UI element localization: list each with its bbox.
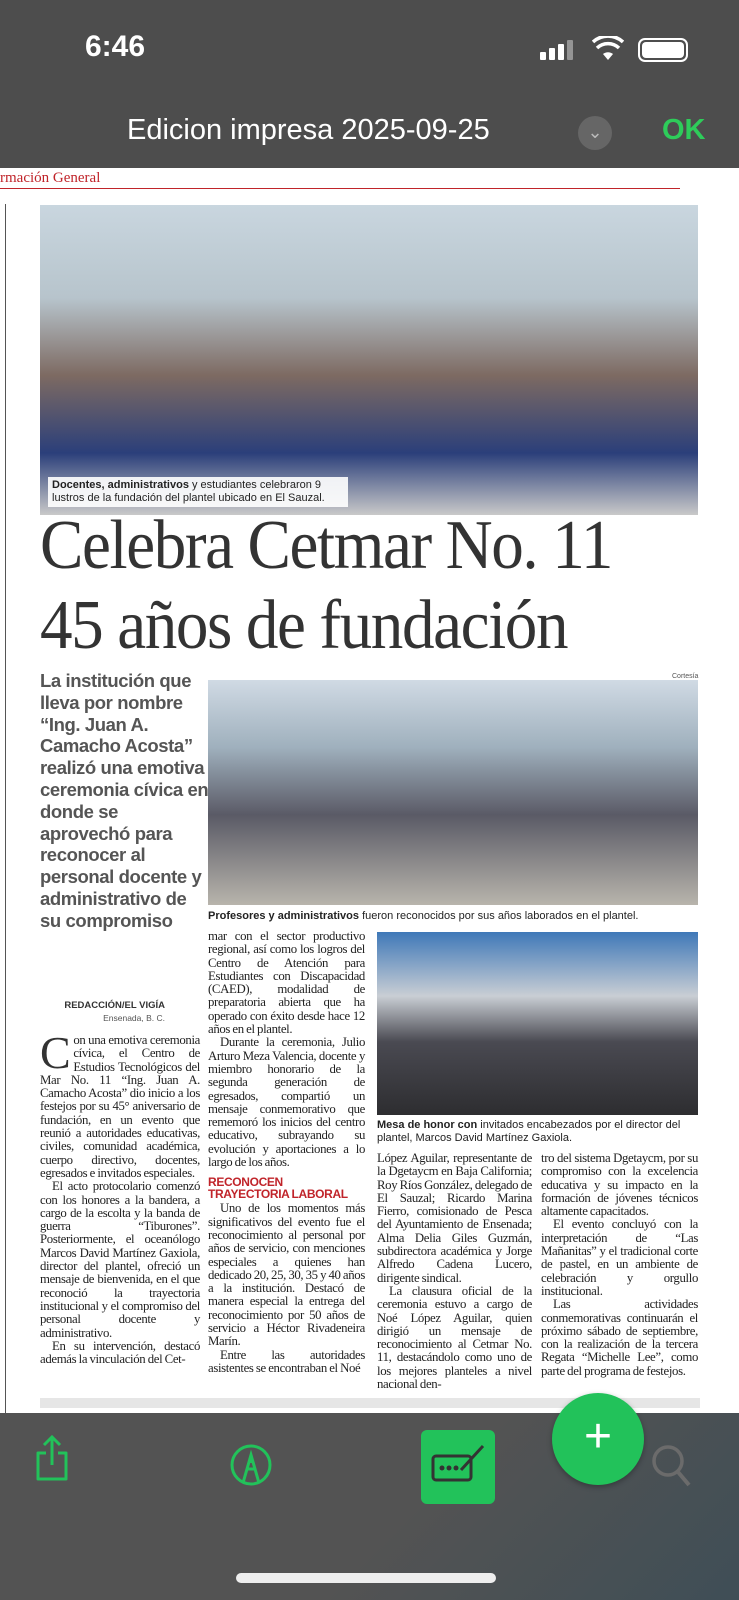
status-bar xyxy=(0,0,739,95)
subheading: RECONOCEN TRAYECTORIA LABORAL xyxy=(208,1175,348,1202)
cellular-signal-icon xyxy=(540,40,573,60)
caption-text: fueron reconocidos por sus años laborados en el plantel. xyxy=(359,910,639,922)
byline: REDACCIÓN/EL VIGÍA xyxy=(64,1000,165,1011)
document-page[interactable] xyxy=(0,168,739,1413)
divider xyxy=(0,188,680,189)
drop-cap: C xyxy=(40,1027,71,1078)
article-column-3 xyxy=(377,1152,532,1391)
add-button[interactable]: + xyxy=(552,1393,644,1485)
ok-button[interactable]: OK xyxy=(662,114,706,146)
headline-line-2: 45 años de fundación xyxy=(40,587,568,664)
chevron-down-icon[interactable]: ⌄ xyxy=(578,116,612,150)
paragraph: Uno de los momentos más significativos del evento fue el reconocimiento al personal por años de servicio, con menciones especiales a quienes han dedicado 20, 25, 30, 35 y 40 años a la institución. Destacó de manera especial la entrega del reconocimiento por 50 años de servicio a Héctor Rivadeneira Marín. xyxy=(208,1201,365,1349)
divider xyxy=(5,204,6,1413)
paragraph: Durante la ceremonia, Julio Arturo Meza Valencia, docente y miembro honorario de la segunda generación de egresados, compartió un mensaje conmemorativo que rememoró los inicios del centro educativo, subrayando su evolución y aportaciones a lo largo de los años. xyxy=(208,1035,365,1170)
article-column-1 xyxy=(40,1027,200,1367)
paragraph: El evento concluyó con la interpretación de “Las Mañanitas” y el tradicional corte de pastel, en un ambiente de celebración y orgullo institucional. xyxy=(541,1217,698,1298)
markup-icon[interactable] xyxy=(229,1443,273,1487)
battery-icon xyxy=(638,38,688,62)
caption-bold: Mesa de honor con xyxy=(377,1119,478,1131)
caption-text: y estudiantes celebraron 9 lustros de la fundación del plantel ubicado en El Sauzal. xyxy=(52,479,325,504)
photo-credit: Cortesía xyxy=(672,673,699,680)
clock: 6:46 xyxy=(85,30,146,63)
paragraph: tro del sistema Dgetaycm, por su compromiso con la excelencia educativa y su impacto en la formación de jóvenes técnicos altamente capacitados. xyxy=(541,1151,698,1219)
article-column-2 xyxy=(208,930,365,1375)
photo-celebration xyxy=(40,205,698,515)
search-icon[interactable] xyxy=(650,1443,694,1489)
caption-bold: Profesores y administrativos xyxy=(208,910,360,922)
lead-paragraph: La institución que lleva por nombre “Ing. Juan A. Camacho Acosta” realizó una emotiva ceremonia cívica en donde se aprovechó para reconocer al personal docente y administrativo de su compromiso xyxy=(40,670,209,931)
signature-icon xyxy=(421,1430,495,1504)
paragraph: Las actividades conmemorativas continuarán el próximo sábado de septiembre, con la realización de la tercera Regata “Michelle Lee”, como parte del programa de festejos. xyxy=(541,1297,698,1378)
headline-line-1: Celebra Cetmar No. 11 xyxy=(40,507,613,584)
paragraph: El acto protocolario comenzó con los honores a la bandera, a cargo de la escolta y la banda de guerra “Tiburones”. Posteriormente, el oceanólogo Marcos David Martínez Gaxiola, director del plantel, ofreció un mensaje de bienvenida, en el que reconoció la trayectoria institucional y el compromiso del personal docente y administrativo. xyxy=(40,1179,200,1340)
paragraph: mar con el sector productivo regional, así como los logros del Centro de Atención para Estudiantes con Discapacidad (CAED), modalidad de preparatoria abierta que ha operado con éxito desde hace 12 años en el plantel. xyxy=(208,929,365,1037)
home-indicator[interactable] xyxy=(236,1573,496,1583)
caption-text: invitados encabezados por el director del plantel, Marcos David Martínez Gaxiola. xyxy=(377,1119,681,1144)
dateline: Ensenada, B. C. xyxy=(103,1013,165,1023)
document-title[interactable]: Edicion impresa 2025-09-25 xyxy=(127,114,490,146)
photo-staff xyxy=(208,680,698,905)
photo-caption xyxy=(377,1119,698,1145)
photo-caption xyxy=(208,910,698,923)
paragraph: En su intervención, destacó además la vinculación del Cet- xyxy=(40,1338,200,1367)
caption-bold: Docentes, administrativos xyxy=(52,479,189,491)
article-column-4 xyxy=(541,1152,698,1378)
paragraph: Entre las autoridades asistentes se encontraban el Noé xyxy=(208,1347,365,1375)
signature-button[interactable] xyxy=(421,1430,495,1504)
photo-caption xyxy=(48,477,348,507)
paragraph: López Aguilar, representante de la Dgetaycm en Baja California; Roy Ríos González, delegado de El Sauzal; Ricardo Marina Fierro, comisionado de Pesca del Ayuntamiento de Ensenada; Alma Delia Giles Guzmán, subdirectora académica y Jorge Alfredo Cadena Lucero, dirigente sindical. xyxy=(377,1151,532,1285)
paragraph: La clausura oficial de la ceremonia estuvo a cargo de Noé López Aguilar, quien dirigió un mensaje de reconocimiento al Cetmar No. 11, destacándolo como uno de los mejores planteles a nivel nacional den- xyxy=(377,1283,532,1392)
wifi-icon xyxy=(592,36,624,62)
nav-header xyxy=(0,108,739,158)
paragraph: on una emotiva ceremonia cívica, el Centro de Estudios Tecnológicos del Mar No. 11 “Ing. Juan A. Camacho Acosta” dio inicio a los festejos por su 45° aniversario de fundación, en un evento que reunió a autoridades educativas, civiles, comunidad académica, cuerpo directivo, docentes, egresados e invitados especiales. xyxy=(40,1033,200,1180)
share-icon[interactable] xyxy=(32,1433,72,1483)
section-label: rmación General xyxy=(0,170,101,186)
photo-honor-table xyxy=(377,932,698,1115)
